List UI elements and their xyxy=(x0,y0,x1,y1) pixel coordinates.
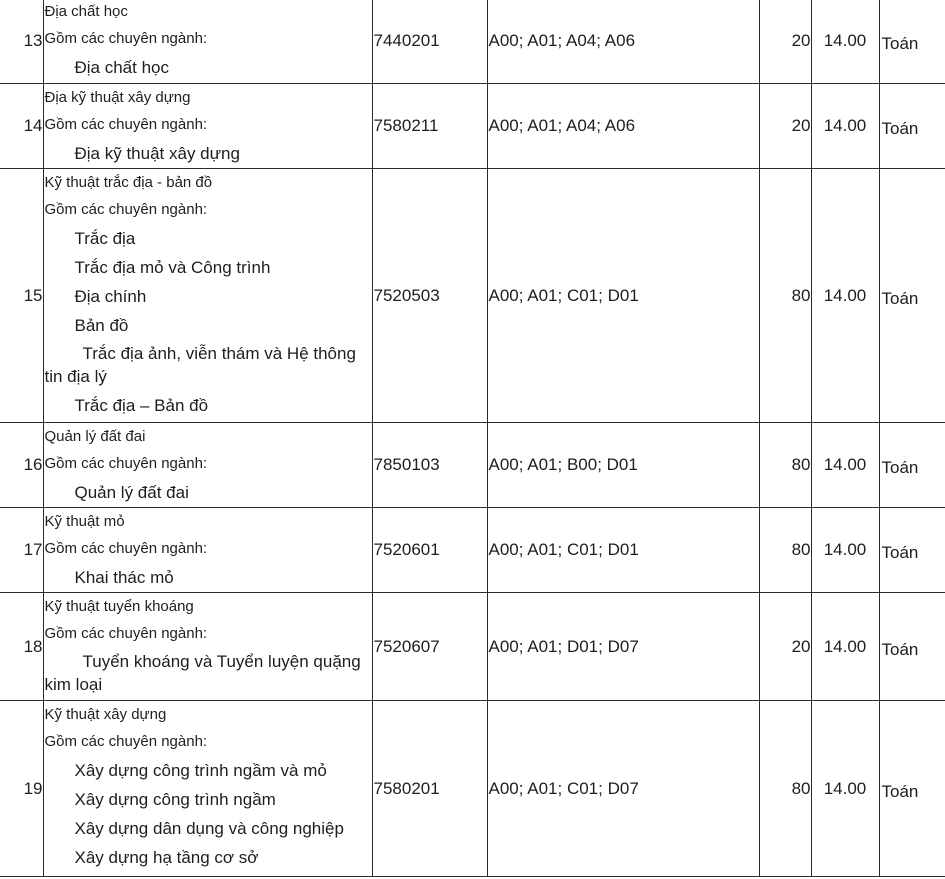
quota: 80 xyxy=(759,168,811,422)
specialization-item: Trắc địa xyxy=(74,228,136,248)
row-number: 18 xyxy=(0,592,43,700)
subject-combinations: A00; A01; A04; A06 xyxy=(487,83,759,168)
major-name: Địa kỹ thuật xây dựng xyxy=(44,88,191,106)
min-score: 14.00 xyxy=(811,700,879,876)
quota: 80 xyxy=(759,507,811,592)
priority-subject-text: Toán xyxy=(881,33,919,53)
priority-subject-text: Toán xyxy=(881,639,919,659)
specialization-item: Địa chất học xyxy=(74,58,169,77)
major-code: 7850103 xyxy=(372,422,487,507)
priority-subject-text: Toán xyxy=(881,119,919,138)
row-number: 15 xyxy=(0,168,43,422)
table-row xyxy=(0,592,945,700)
row-number: 17 xyxy=(0,507,43,592)
specializations-heading: Gồm các chuyên ngành: xyxy=(44,200,208,218)
min-score: 14.00 xyxy=(811,507,879,592)
row-number: 14 xyxy=(0,83,43,168)
table-row xyxy=(0,83,945,168)
specialization-item: Bản đồ xyxy=(74,315,129,335)
specializations-heading: Gồm các chuyên ngành: xyxy=(44,30,208,47)
major-name: Kỹ thuật xây dựng xyxy=(44,705,167,723)
specialization-item: Xây dựng công trình ngầm và mỏ xyxy=(74,760,327,780)
subject-combinations: A00; A01; C01; D01 xyxy=(487,168,759,422)
priority-subject xyxy=(879,592,945,700)
min-score: 14.00 xyxy=(811,168,879,422)
min-score: 14.00 xyxy=(811,83,879,168)
major-name: Kỹ thuật mỏ xyxy=(44,512,125,530)
subject-combinations: A00; A01; C01; D07 xyxy=(487,700,759,876)
specializations-heading: Gồm các chuyên ngành: xyxy=(44,539,208,557)
subject-combinations: A00; A01; A04; A06 xyxy=(487,0,759,83)
priority-subject-text: Toán xyxy=(881,543,919,562)
quota: 20 xyxy=(759,83,811,168)
specializations-heading: Gồm các chuyên ngành: xyxy=(44,454,208,472)
major-code: 7520503 xyxy=(372,168,487,422)
specialization-item: Xây dựng dân dụng và công nghiệp xyxy=(74,818,344,838)
priority-subject xyxy=(879,422,945,507)
major-name: Địa chất học xyxy=(44,3,128,20)
row-number: 19 xyxy=(0,700,43,876)
major-cell xyxy=(43,168,372,422)
table-row xyxy=(0,700,945,876)
specialization-item: Trắc địa ảnh, viễn thám và Hệ thông tin địa lý xyxy=(44,343,356,386)
major-name: Kỹ thuật tuyển khoáng xyxy=(44,597,194,615)
subject-combinations: A00; A01; C01; D01 xyxy=(487,507,759,592)
min-score: 14.00 xyxy=(811,592,879,700)
major-cell xyxy=(43,507,372,592)
specialization-item: Trắc địa mỏ và Công trình xyxy=(74,257,271,277)
priority-subject xyxy=(879,0,945,83)
priority-subject xyxy=(879,700,945,876)
priority-subject xyxy=(879,507,945,592)
table-row xyxy=(0,422,945,507)
major-code: 7580201 xyxy=(372,700,487,876)
specialization-item: Xây dựng hạ tầng cơ sở xyxy=(74,847,259,867)
row-number: 16 xyxy=(0,422,43,507)
major-cell xyxy=(43,83,372,168)
row-number: 13 xyxy=(0,0,43,83)
major-code: 7520607 xyxy=(372,592,487,700)
major-code: 7440201 xyxy=(372,0,487,83)
major-cell xyxy=(43,592,372,700)
major-cell xyxy=(43,700,372,876)
specialization-item: Địa chính xyxy=(74,286,147,306)
quota: 20 xyxy=(759,0,811,83)
specialization-item: Trắc địa – Bản đồ xyxy=(74,395,209,415)
table-row xyxy=(0,0,945,83)
subject-combinations: A00; A01; B00; D01 xyxy=(487,422,759,507)
table-row xyxy=(0,168,945,422)
quota: 80 xyxy=(759,422,811,507)
specializations-heading: Gồm các chuyên ngành: xyxy=(44,732,208,750)
priority-subject xyxy=(879,83,945,168)
priority-subject-text: Toán xyxy=(881,458,919,477)
subject-combinations: A00; A01; D01; D07 xyxy=(487,592,759,700)
major-name: Kỹ thuật trắc địa - bản đồ xyxy=(44,173,213,191)
major-name: Quản lý đất đai xyxy=(44,427,146,445)
major-cell xyxy=(43,422,372,507)
specialization-item: Xây dựng công trình ngầm xyxy=(74,789,276,809)
specialization-item: Khai thác mỏ xyxy=(74,567,174,587)
quota: 80 xyxy=(759,700,811,876)
major-code: 7580211 xyxy=(372,83,487,168)
major-cell xyxy=(43,0,372,83)
priority-subject xyxy=(879,168,945,422)
specializations-heading: Gồm các chuyên ngành: xyxy=(44,115,208,133)
specialization-item: Tuyển khoáng và Tuyển luyện quặng kim loại xyxy=(44,651,361,694)
priority-subject-text: Toán xyxy=(881,288,919,308)
table-row xyxy=(0,507,945,592)
min-score: 14.00 xyxy=(811,0,879,83)
specialization-item: Địa kỹ thuật xây dựng xyxy=(74,143,240,163)
specializations-heading: Gồm các chuyên ngành: xyxy=(44,624,208,642)
min-score: 14.00 xyxy=(811,422,879,507)
major-code: 7520601 xyxy=(372,507,487,592)
specialization-item: Quản lý đất đai xyxy=(74,482,189,502)
priority-subject-text: Toán xyxy=(881,781,919,801)
quota: 20 xyxy=(759,592,811,700)
